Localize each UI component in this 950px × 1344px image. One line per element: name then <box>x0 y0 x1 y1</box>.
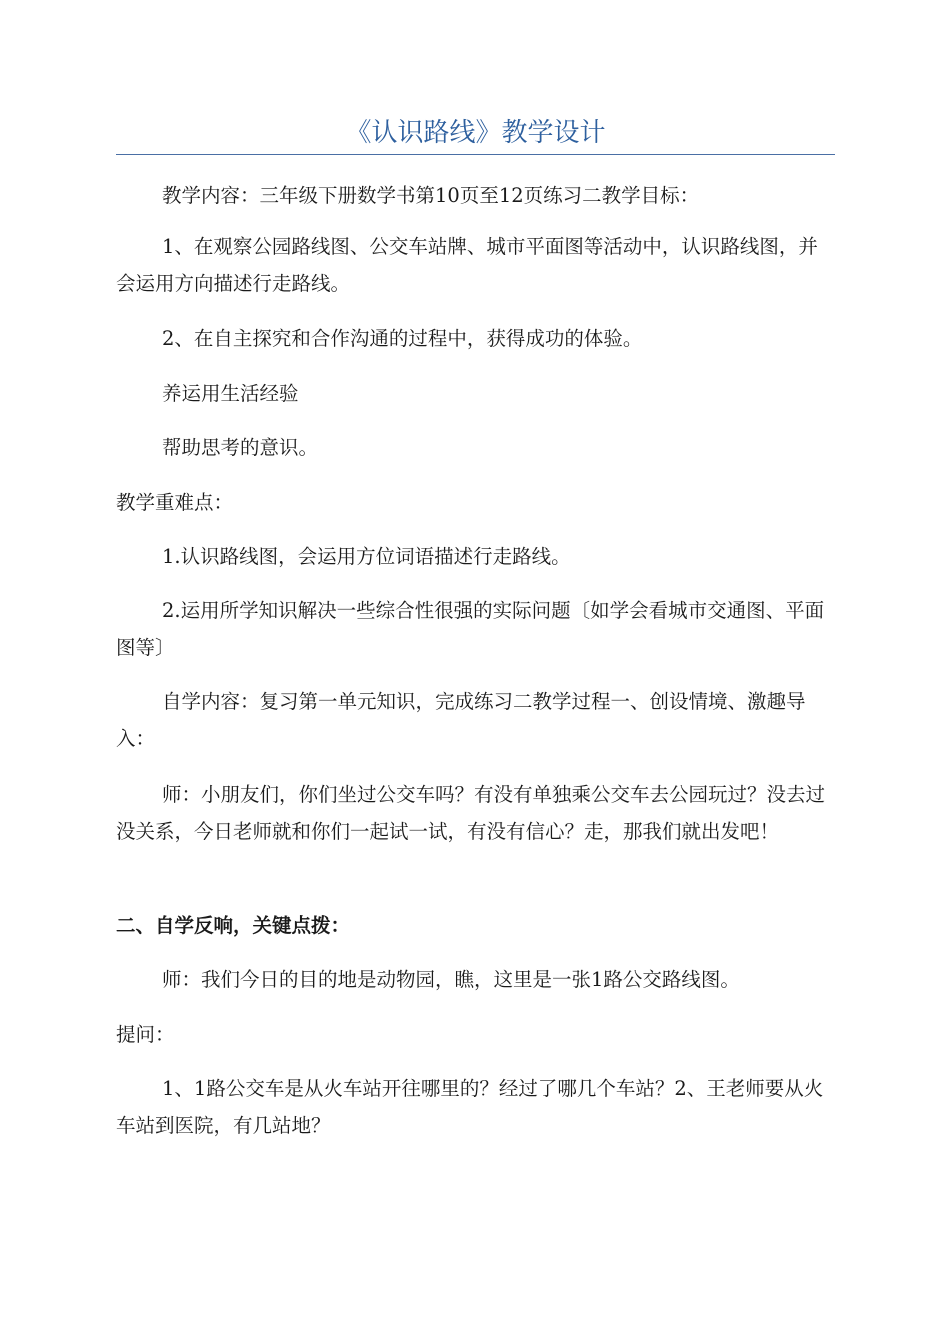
paragraph-teacher-zoo: 师：我们今日的目的地是动物园，瞧，这里是一张1路公交路线图。 <box>162 968 740 991</box>
paragraph-goal-3b: 帮助思考的意识。 <box>162 436 319 459</box>
section-heading-2: 二、自学反响，关键点拨： <box>116 914 351 937</box>
paragraph-self-study: 自学内容：复习第一单元知识，完成练习二教学过程一、创设情境、激趣导入： <box>116 690 806 750</box>
document-title: 《认识路线》教学设计 <box>345 118 606 148</box>
paragraph-key-point-1: 1.认识路线图，会运用方位词语描述行走路线。 <box>162 545 571 568</box>
paragraph-goal-1: 1、在观察公园路线图、公交车站牌、城市平面图等活动中，认识路线图，并会运用方向描述行走路线。 <box>116 235 818 295</box>
paragraph-questions: 1、1路公交车是从火车站开往哪里的？经过了哪几个车站？2、王老师要从火车站到医院，有几站地？ <box>116 1077 824 1137</box>
paragraph-question-label: 提问： <box>116 1023 175 1046</box>
paragraph-teaching-content: 教学内容：三年级下册数学书第10页至12页练习二教学目标： <box>162 184 700 207</box>
paragraph-teacher-intro: 师：小朋友们，你们坐过公交车吗？有没有单独乘公交车去公园玩过？没去过没关系，今日老师就和你们一起试一试，有没有信心？走，那我们就出发吧！ <box>116 783 826 843</box>
paragraph-goal-3a: 养运用生活经验 <box>162 382 299 405</box>
title-underline <box>116 154 835 155</box>
paragraph-key-points-heading: 教学重难点： <box>116 491 234 514</box>
paragraph-goal-2: 2、在自主探究和合作沟通的过程中，获得成功的体验。 <box>162 327 643 350</box>
paragraph-key-point-2: 2.运用所学知识解决一些综合性很强的实际问题〔如学会看城市交通图、平面图等〕 <box>116 599 825 659</box>
